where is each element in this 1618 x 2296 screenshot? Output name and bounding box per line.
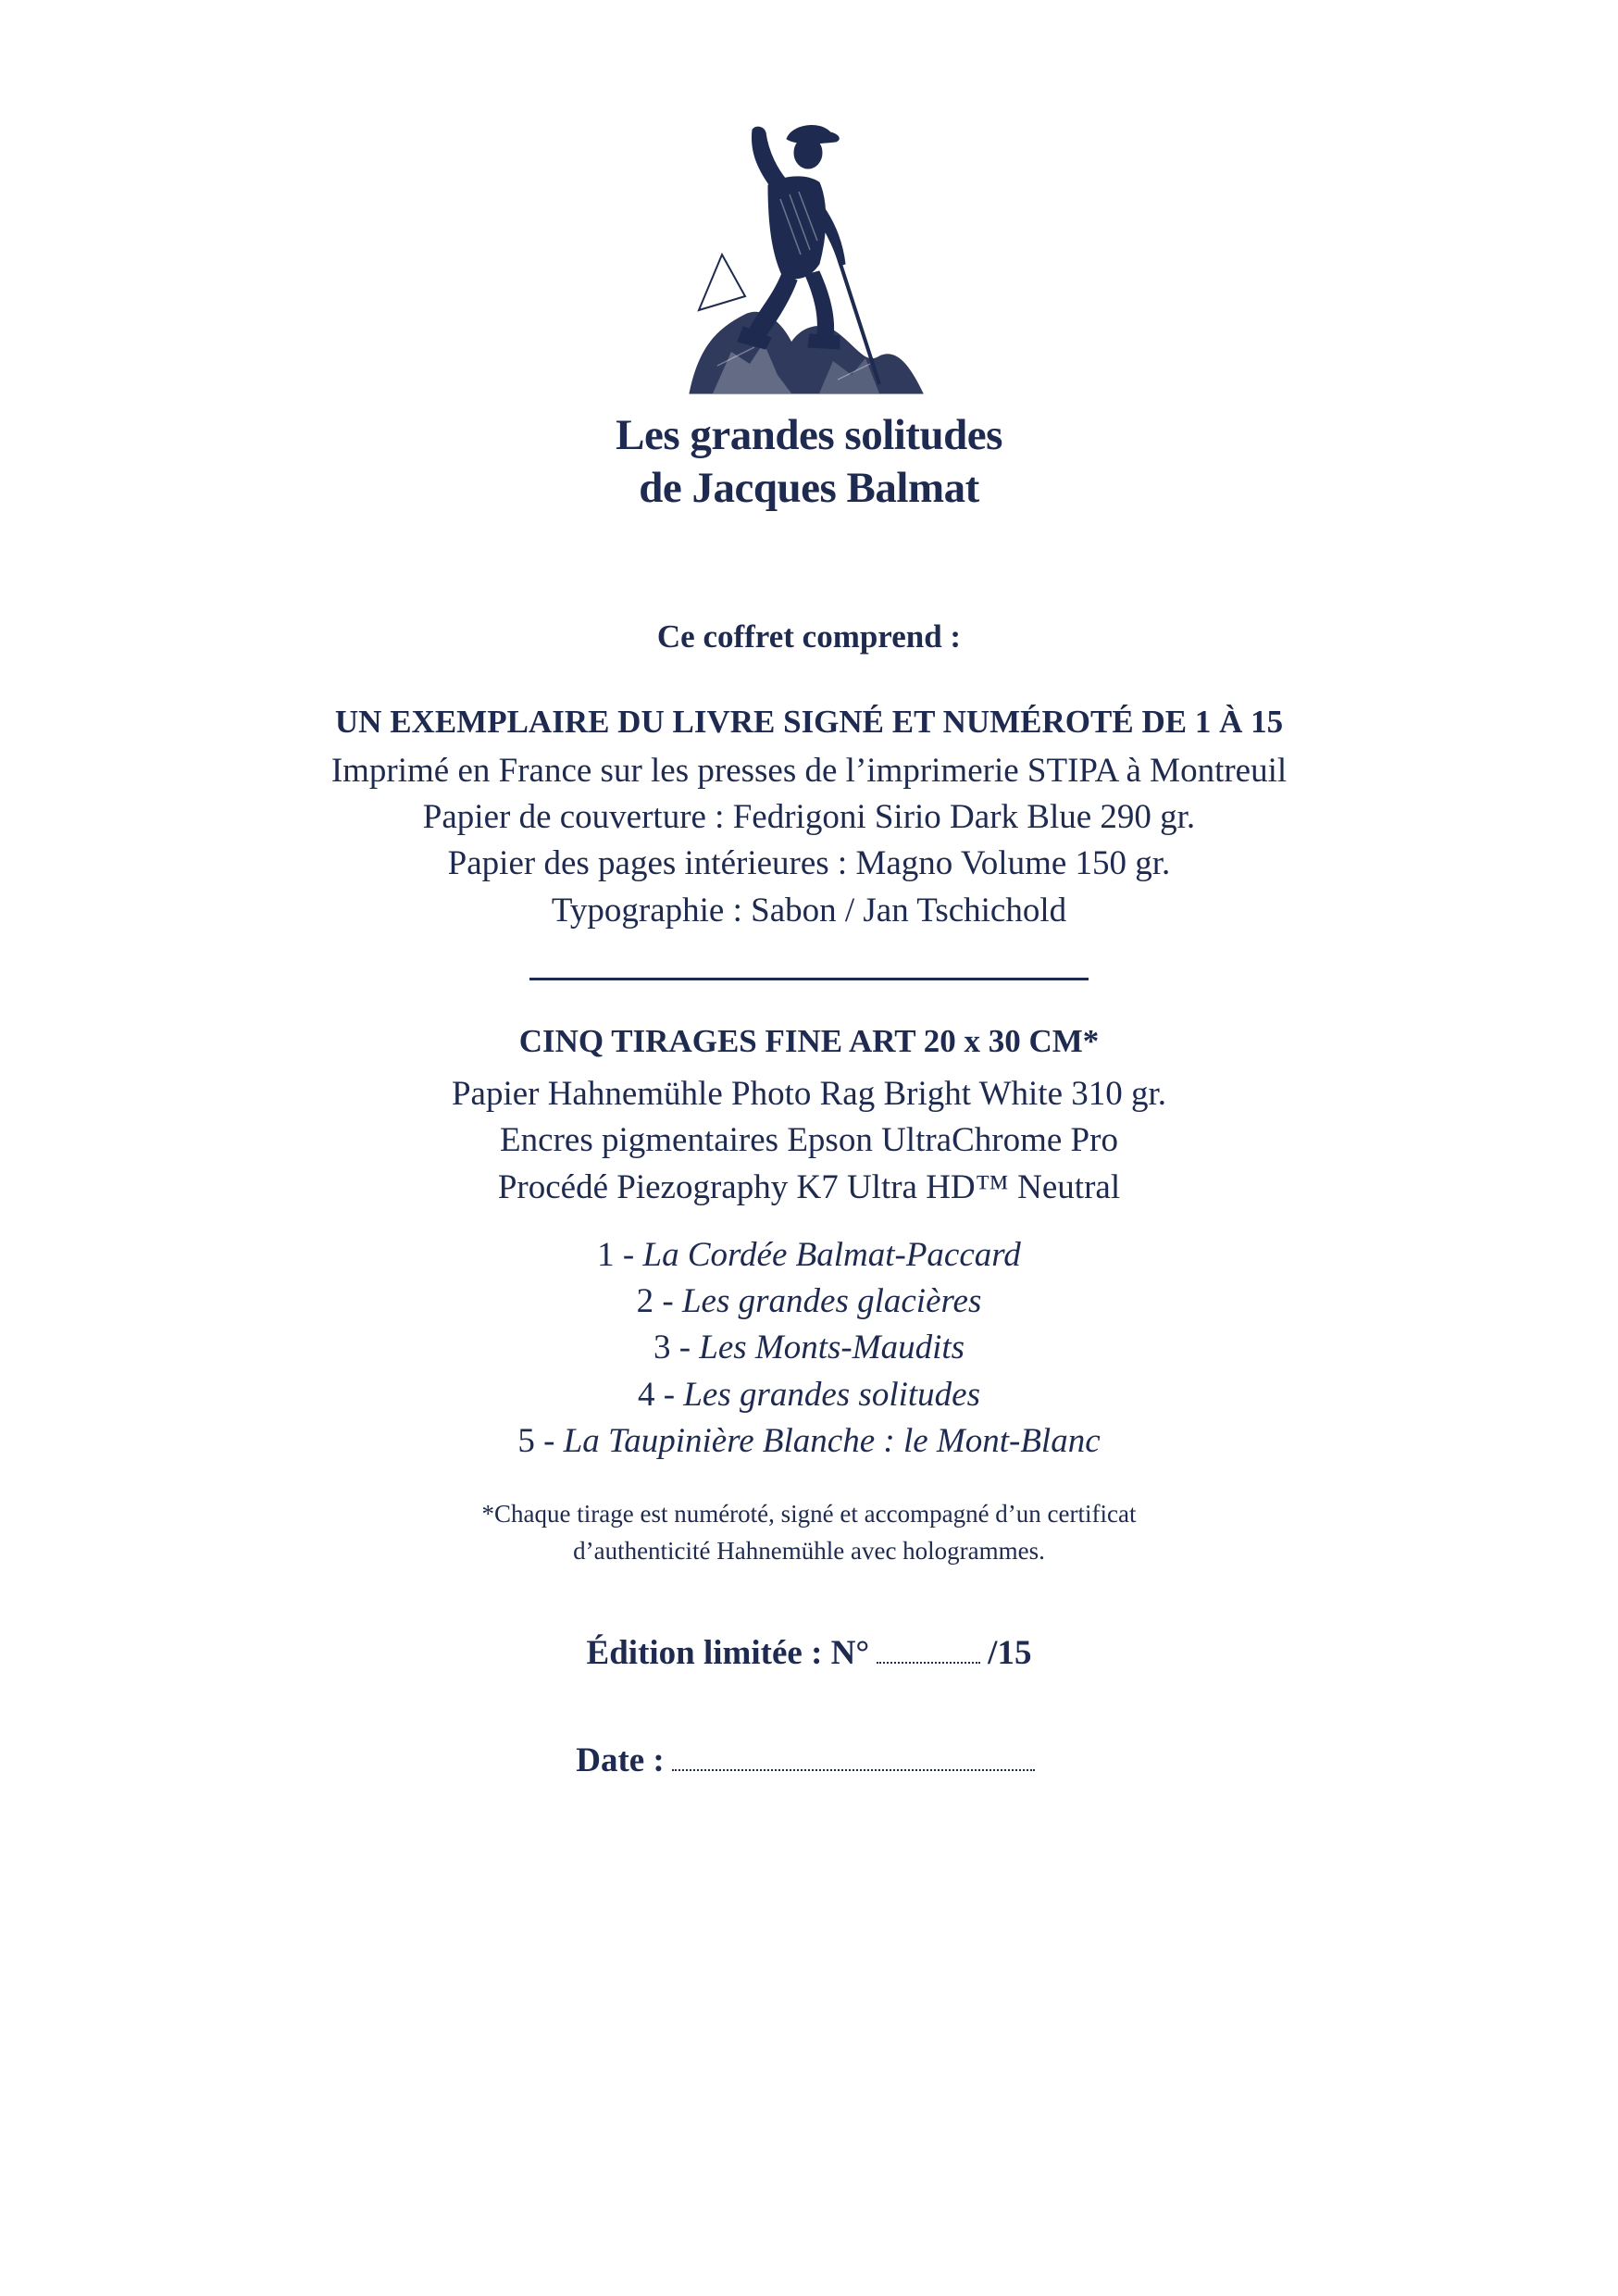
print-item — [0, 1375, 1618, 1415]
print-item-number: 5 - — [517, 1422, 564, 1460]
print-item-number: 2 - — [636, 1282, 682, 1320]
print-item — [0, 1421, 1618, 1461]
print-item-number: 3 - — [653, 1329, 700, 1366]
print-item — [0, 1235, 1618, 1275]
book-title-line-1: Les grandes solitudes — [616, 411, 1002, 459]
certificate-note-line-2: d’authenticité Hahnemühle avec hologrammes. — [573, 1537, 1045, 1565]
print-item-title: Les grandes glacières — [681, 1282, 982, 1320]
book-detail-cover-paper: Papier de couverture : Fedrigoni Sirio Dark Blue 290 gr. — [422, 798, 1196, 836]
date-label: Date : — [576, 1741, 665, 1779]
print-item-title: Les Monts-Maudits — [699, 1329, 965, 1366]
print-item-title: Les grandes solitudes — [683, 1376, 980, 1414]
prints-detail-process: Procédé Piezography K7 Ultra HD™ Neutral — [497, 1168, 1121, 1206]
book-detail-inner-paper: Papier des pages intérieures : Magno Volume 150 gr. — [447, 844, 1171, 882]
prints-detail-paper: Papier Hahnemühle Photo Rag Bright White 310 gr. — [451, 1075, 1167, 1113]
print-item-title: La Taupinière Blanche : le Mont-Blanc — [563, 1422, 1101, 1460]
book-detail-typography: Typographie : Sabon / Jan Tschichold — [551, 892, 1067, 930]
certificate-note-line-1: *Chaque tirage est numéroté, signé et accompagné d’un certificat — [481, 1500, 1137, 1528]
edition-label: Édition limitée : N° — [586, 1634, 870, 1672]
print-item — [0, 1328, 1618, 1367]
book-detail-printer: Imprimé en France sur les presses de l’imprimerie STIPA à Montreuil — [330, 752, 1288, 790]
date-line — [0, 1741, 1618, 1780]
print-item-title: La Cordée Balmat-Paccard — [642, 1236, 1021, 1274]
mountaineer-engraving-illustration — [680, 116, 930, 403]
book-title-line-2: de Jacques Balmat — [639, 464, 979, 512]
book-heading: UN EXEMPLAIRE DU LIVRE SIGNÉ ET NUMÉROTÉ DE 1 À 15 — [334, 704, 1284, 740]
intro-heading: Ce coffret comprend : — [656, 618, 962, 655]
section-divider — [529, 978, 1089, 980]
date-blank[interactable] — [672, 1766, 1035, 1771]
edition-number-blank[interactable] — [877, 1658, 980, 1664]
edition-total: /15 — [988, 1634, 1032, 1672]
print-item — [0, 1281, 1618, 1321]
edition-line — [0, 1633, 1618, 1673]
print-item-number: 4 - — [637, 1376, 684, 1414]
print-item-number: 1 - — [597, 1236, 643, 1274]
prints-heading: CINQ TIRAGES FINE ART 20 x 30 CM* — [518, 1023, 1100, 1059]
prints-detail-inks: Encres pigmentaires Epson UltraChrome Pro — [500, 1121, 1118, 1159]
